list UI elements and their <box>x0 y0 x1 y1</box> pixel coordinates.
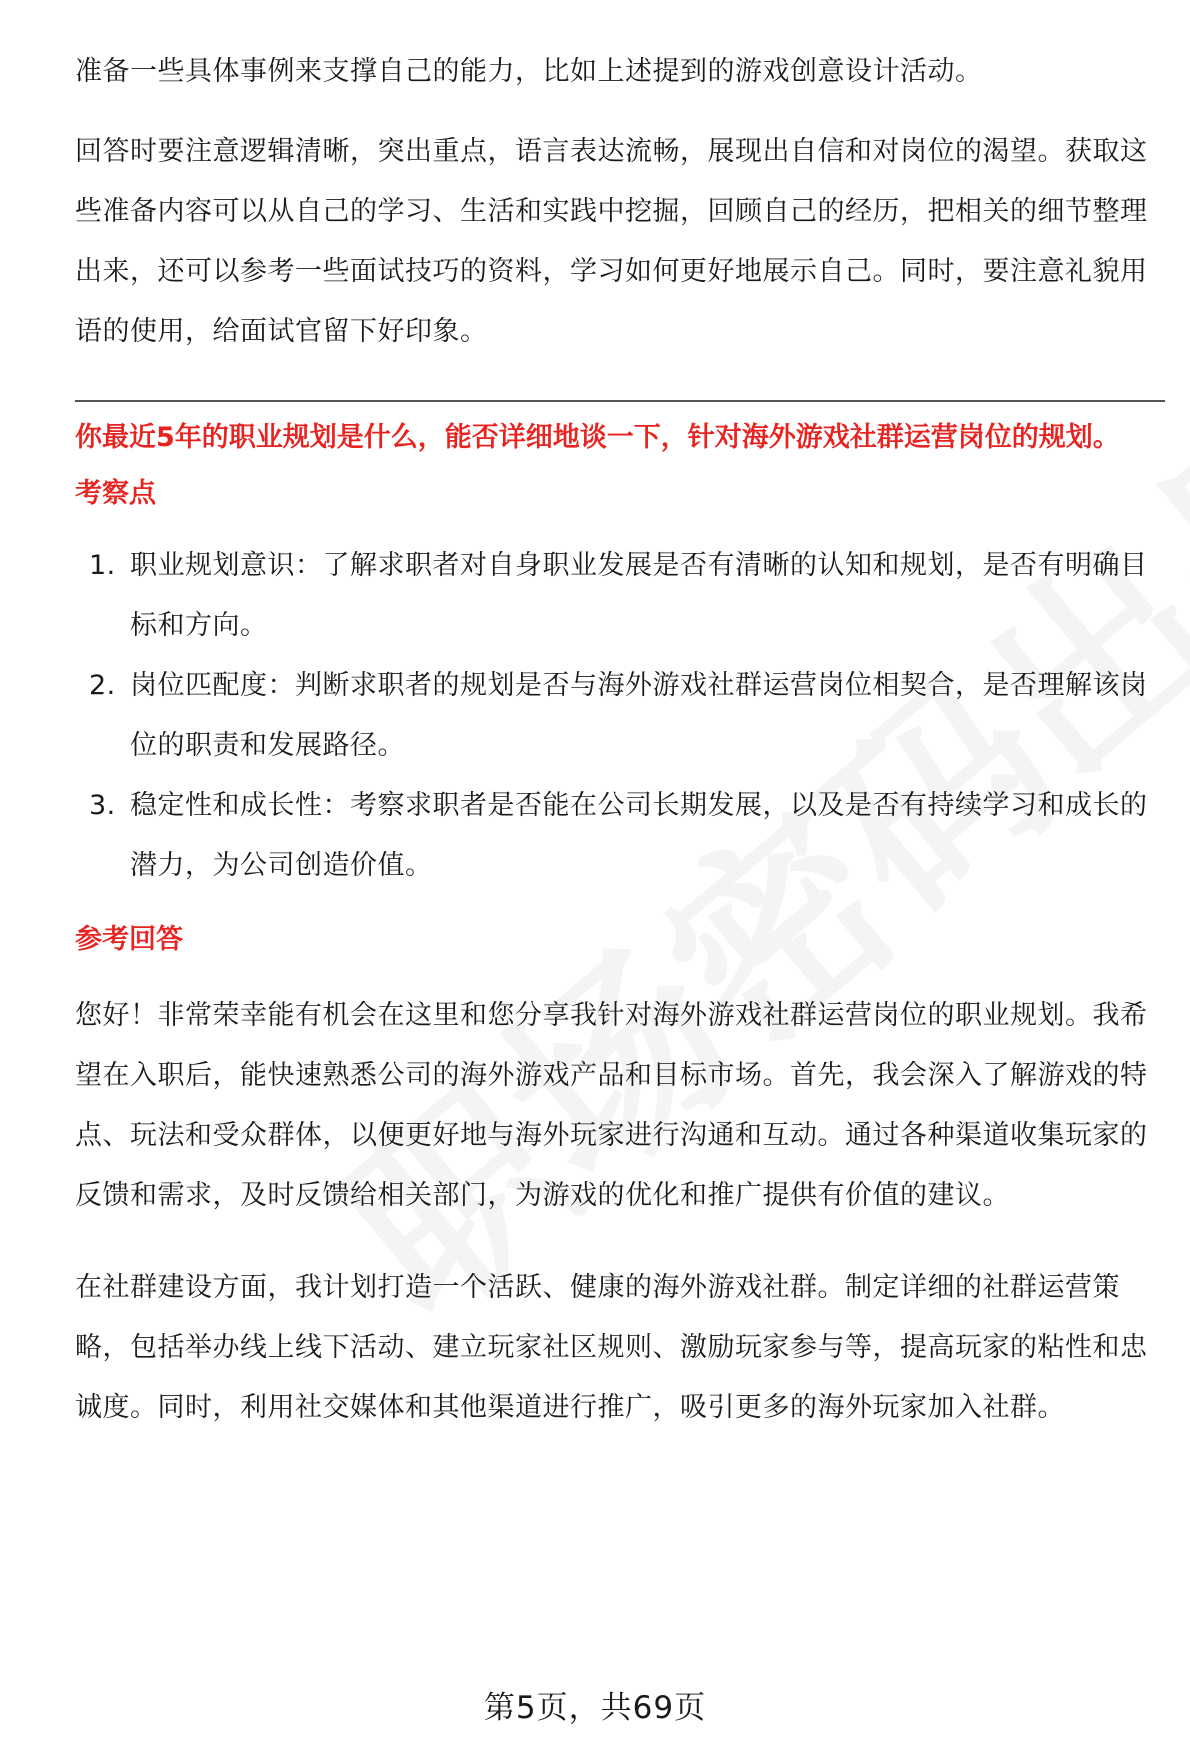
interview-question: 你最近5年的职业规划是什么，能否详细地谈一下，针对海外游戏社群运营岗位的规划。 <box>75 422 1120 453</box>
assessment-point <box>75 656 1165 776</box>
point-text: 职业规划意识：了解求职者对自身职业发展是否有清晰的认知和规划，是否有明确目标和方向。 <box>130 550 1148 641</box>
answer-paragraph: 您好！非常荣幸能有机会在这里和您分享我针对海外游戏社群运营岗位的职业规划。我希望在入职后，能快速熟悉公司的海外游戏产品和目标市场。首先，我会深入了解游戏的特点、玩法和受众群体，以便更好地与海外玩家进行沟通和互动。通过各种渠道收集玩家的反馈和需求，及时反馈给相关部门，为游戏的优化和推广提供有价值的建议。 <box>75 1000 1148 1211</box>
point-number: 3. <box>89 790 116 821</box>
advice-paragraph: 回答时要注意逻辑清晰，突出重点，语言表达流畅，展现出自信和对岗位的渴望。获取这些准备内容可以从自己的学习、生活和实践中挖掘，回顾自己的经历，把相关的细节整理出来，还可以参考一些面试技巧的资料，学习如何更好地展示自己。同时，要注意礼貌用语的使用，给面试官留下好印象。 <box>75 136 1148 347</box>
reference-answer-title: 参考回答 <box>75 924 183 955</box>
point-text: 岗位匹配度：判断求职者的规划是否与海外游戏社群运营岗位相契合，是否理解该岗位的职责和发展路径。 <box>130 670 1148 761</box>
point-text: 稳定性和成长性：考察求职者是否能在公司长期发展，以及是否有持续学习和成长的潜力，为公司创造价值。 <box>130 790 1148 881</box>
page-number-footer: 第5页，共69页 <box>483 1690 707 1726</box>
assessment-title: 考察点 <box>75 478 156 509</box>
point-number: 2. <box>89 670 116 701</box>
point-number: 1. <box>89 550 116 581</box>
assessment-point <box>75 536 1165 656</box>
intro-paragraph: 准备一些具体事例来支撑自己的能力，比如上述提到的游戏创意设计活动。 <box>75 56 983 87</box>
document-page <box>75 42 1165 1438</box>
assessment-point <box>75 776 1165 896</box>
assessment-points-list <box>75 536 1165 896</box>
answer-paragraph: 在社群建设方面，我计划打造一个活跃、健康的海外游戏社群。制定详细的社群运营策略，包括举办线上线下活动、建立玩家社区规则、激励玩家参与等，提高玩家的粘性和忠诚度。同时，利用社交媒体和其他渠道进行推广，吸引更多的海外玩家加入社群。 <box>75 1272 1148 1423</box>
section-divider <box>75 400 1165 402</box>
